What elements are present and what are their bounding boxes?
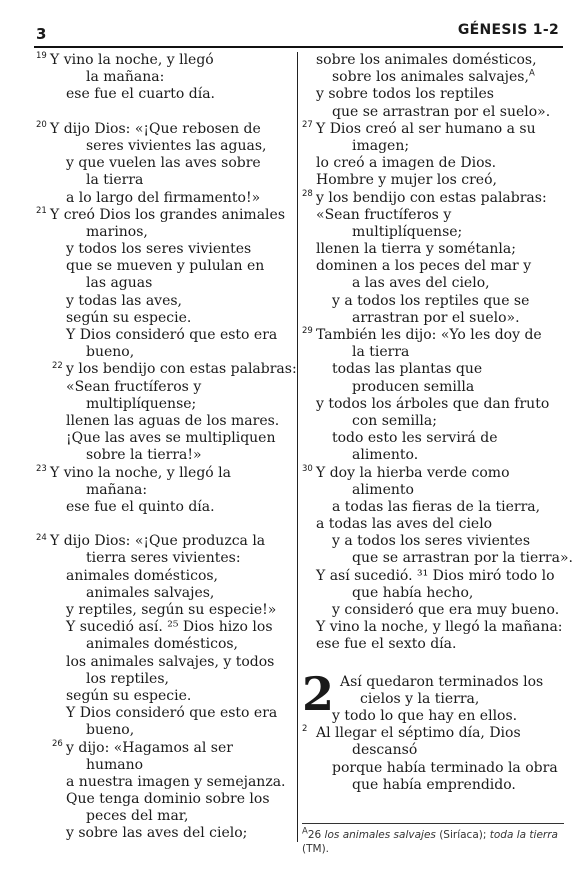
verse-line [36, 808, 298, 825]
verse-line [302, 516, 564, 533]
verse-line [36, 344, 298, 361]
verse-text: porque había terminado la obra [332, 759, 558, 776]
verse-line [302, 447, 564, 464]
verse-line: 28 y los bendijo con estas palabras: [302, 188, 547, 206]
verse-line [36, 568, 298, 585]
verse-line [302, 602, 564, 619]
verse-line [36, 482, 298, 499]
verse-line [302, 760, 564, 777]
verse-text: la tierra [86, 172, 144, 189]
verse-text: ese fue el cuarto día. [66, 86, 215, 103]
verse-line [302, 742, 564, 759]
verse-text: la mañana: [86, 69, 165, 86]
verse-text: producen semilla [352, 378, 475, 395]
verse-text: y consideró que era muy bueno. [332, 602, 560, 618]
verse-text: Y vino la noche, y llegó la [50, 464, 232, 481]
verse-line [36, 379, 298, 396]
verse-text: imagen; [352, 137, 410, 154]
verse-line [302, 293, 564, 310]
verse-text: descansó [352, 742, 418, 759]
verse-line: 20 Y dijo Dios: «¡Que rebosen de [36, 120, 261, 137]
verse-text: Y Dios creó al ser humano a su [316, 120, 536, 137]
verse-text: bueno, [86, 344, 135, 361]
verse-line [36, 654, 298, 671]
verse-line [36, 138, 298, 155]
verse-text: y todos los árboles que dan fruto [316, 395, 550, 412]
verse-line [302, 585, 564, 602]
verse-line [36, 413, 298, 430]
verse-text: ese fue el sexto día. [316, 636, 457, 653]
verse-line [36, 705, 298, 722]
verse-text: que se mueven y pululan en [66, 258, 265, 275]
verse-line [302, 224, 564, 241]
verse-line [36, 86, 298, 103]
verse-text: tierra seres vivientes: [86, 550, 241, 567]
verse-line [36, 636, 298, 653]
verse-text: según su especie. [66, 687, 192, 704]
verse-line: 21 Y creó Dios los grandes animales [36, 206, 286, 223]
header-rule [34, 46, 563, 48]
verse-text: Y doy la hierba verde como [316, 464, 510, 481]
verse-text: a todas las fieras de la tierra, [332, 498, 541, 515]
verse-text: y los bendijo con estas palabras: [66, 361, 297, 378]
verse-text: todo esto les servirá de [332, 430, 498, 447]
verse-line [302, 568, 564, 585]
verse-text: Y vino la noche, y llegó [50, 52, 214, 68]
page-header [0, 0, 577, 48]
verse-line [36, 585, 298, 602]
verse-line [302, 52, 564, 69]
verse-line [36, 275, 298, 292]
footnote-italic-1: los animales salvajes [324, 829, 436, 841]
verse-text: animales domésticos, [66, 567, 219, 584]
verse-text: lo creó a imagen de Dios. [316, 155, 497, 172]
verse-line [302, 69, 564, 86]
verse-line [302, 138, 564, 155]
verse-text: sobre los animales domésticos, [316, 52, 537, 68]
verse-line [36, 241, 298, 258]
verse-text: Que tenga dominio sobre los [66, 791, 270, 808]
verse-text: los reptiles, [86, 670, 169, 687]
verse-line [302, 619, 564, 636]
verse-text: Y sucedió así. ²⁵ Dios hizo los [66, 619, 273, 636]
verse-line: 24 Y dijo Dios: «¡Que produzca la [36, 532, 266, 550]
verse-text: Y así sucedió. ³¹ Dios miró todo lo [316, 567, 555, 584]
verse-text: Y vino la noche, y llegó la mañana: [316, 619, 563, 636]
verse-line [36, 602, 298, 619]
verse-line [302, 482, 564, 499]
verse-text: Y dijo Dios: «¡Que rebosen de [50, 120, 261, 137]
verse-text: multiplíquense; [86, 395, 197, 412]
verse-text: alimento. [352, 447, 419, 464]
verse-text: dominen a los peces del mar y [316, 258, 532, 275]
verse-text: llenen la tierra y sométanla; [316, 241, 516, 258]
verse-line [302, 674, 564, 691]
verse-line [302, 691, 564, 708]
verse-line [302, 344, 564, 361]
left-column [36, 52, 298, 843]
verse-text: todas las plantas que [332, 361, 483, 378]
verse-line [36, 155, 298, 172]
verse-text: Y Dios consideró que esto era [66, 705, 278, 722]
verse-text: según su especie. [66, 309, 192, 326]
verse-line [36, 774, 298, 791]
footnote-plain-1: (Siríaca); [435, 829, 490, 841]
verse-line [36, 619, 298, 636]
verse-line [36, 671, 298, 688]
verse-text: cielos y la tierra, [360, 690, 480, 707]
verse-line [302, 708, 564, 725]
verse-line [36, 190, 298, 207]
verse-line [302, 396, 564, 413]
verse-line [302, 550, 573, 567]
verse-line: 30 Y doy la hierba verde como [302, 463, 510, 481]
verse-text: y todo lo que hay en ellos. [332, 707, 518, 724]
verse-line [36, 310, 298, 327]
verse-text: sobre los animales salvajes, [332, 69, 529, 86]
verse-line: 29 También les dijo: «Yo les doy de [302, 326, 542, 343]
chapter-spacer [302, 654, 564, 674]
verse-text: y a todos los seres vivientes [332, 533, 531, 550]
verse-text: También les dijo: «Yo les doy de [316, 327, 542, 343]
verse-line [302, 379, 564, 396]
verse-text: bueno, [86, 722, 135, 739]
verse-text: y sobre las aves del cielo; [66, 825, 248, 842]
verse-text: alimento [352, 481, 414, 498]
verse-text: y los bendijo con estas palabras: [316, 189, 547, 206]
verse-line [36, 258, 298, 275]
verse-line [302, 258, 564, 275]
verse-line [302, 499, 564, 516]
verse-line [302, 636, 564, 653]
verse-text: a lo largo del firmamento!» [66, 189, 261, 206]
verse-text: multiplíquense; [352, 223, 463, 240]
verse-line: 2 Al llegar el séptimo día, Dios [302, 724, 521, 742]
verse-line [302, 207, 564, 224]
verse-text: «Sean fructíferos y [316, 206, 452, 223]
verse-line: 26 y dijo: «Hagamos al ser [52, 738, 233, 756]
verse-text: las aguas [86, 275, 153, 292]
verse-text: animales salvajes, [86, 584, 215, 601]
footnote-rule [302, 823, 564, 824]
verse-text: y dijo: «Hagamos al ser [66, 739, 233, 756]
stanza-gap [36, 104, 298, 121]
footnote-marker: A [302, 826, 308, 837]
verse-line [302, 310, 564, 327]
verse-text: arrastran por el suelo». [352, 309, 520, 326]
verse-line [36, 825, 298, 842]
verse-text: y sobre todos los reptiles [316, 86, 494, 103]
verse-text: seres vivientes las aguas, [86, 137, 267, 154]
verse-text: llenen las aguas de los mares. [66, 412, 280, 429]
right-column [302, 52, 573, 794]
verse-line [36, 430, 298, 447]
verse-text: peces del mar, [86, 808, 189, 825]
verse-text: los animales salvajes, y todos [66, 653, 275, 670]
verse-line [302, 275, 564, 292]
verse-line [302, 241, 564, 258]
verse-text: a todas las aves del cielo [316, 516, 493, 533]
verse-line [302, 172, 564, 189]
verse-line [302, 413, 564, 430]
verse-text: y todas las aves, [66, 292, 182, 309]
verse-text: Y Dios consideró que esto era [66, 327, 278, 343]
verse-line [302, 361, 564, 378]
verse-text: Al llegar el séptimo día, Dios [316, 725, 521, 742]
verse-line [302, 86, 564, 103]
verse-line [36, 722, 298, 739]
verse-line [302, 104, 564, 121]
footnote-ref: 26 [307, 829, 322, 841]
verse-line: 22 y los bendijo con estas palabras: [52, 360, 297, 378]
verse-text: sobre la tierra!» [86, 447, 202, 464]
verse-line [302, 777, 564, 794]
verse-line: 23 Y vino la noche, y llegó la [36, 463, 232, 481]
verse-text: que había hecho, [352, 584, 474, 601]
verse-line [36, 688, 298, 705]
verse-line [36, 224, 298, 241]
verse-text: a las aves del cielo, [352, 275, 490, 292]
verse-text: Hombre y mujer los creó, [316, 172, 497, 189]
verse-line [36, 396, 298, 413]
verse-text: ¡Que las aves se multipliquen [66, 430, 276, 447]
footnote [302, 828, 564, 856]
verse-line [36, 447, 298, 464]
verse-text: que se arrastran por el suelo». [332, 103, 551, 120]
verse-line [36, 757, 298, 774]
verse-line: 27 Y Dios creó al ser humano a su [302, 120, 536, 137]
verse-text: animales domésticos, [86, 636, 239, 653]
verse-line [36, 327, 298, 344]
verse-text: Y creó Dios los grandes animales [50, 206, 286, 223]
footnote-italic-2: toda la tierra [489, 829, 558, 841]
footnote-marker: A [528, 68, 535, 79]
verse-text: la tierra [352, 344, 410, 361]
chapter-number: 2 [302, 666, 335, 721]
verse-line [36, 550, 298, 567]
verse-line: 19 Y vino la noche, y llegó [36, 51, 214, 68]
verse-text: a nuestra imagen y semejanza. [66, 773, 286, 790]
verse-text: y reptiles, según su especie!» [66, 602, 277, 618]
verse-text: «Sean fructíferos y [66, 378, 202, 395]
footnote-plain-2: (TM). [302, 843, 330, 855]
verse-text: humano [86, 756, 144, 773]
verse-text: y a todos los reptiles que se [332, 292, 530, 309]
page-number: 3 [36, 25, 47, 43]
verse-line [302, 155, 564, 172]
verse-text: marinos, [86, 223, 148, 240]
verse-text: que se arrastran por la tierra». [352, 550, 573, 567]
verse-text: con semilla; [352, 412, 437, 429]
verse-text: ese fue el quinto día. [66, 498, 215, 515]
chapter-2-block [302, 666, 564, 794]
verse-line [36, 172, 298, 189]
verse-line [302, 533, 564, 550]
verse-line [302, 430, 564, 447]
stanza-gap [36, 516, 298, 533]
verse-text: Así quedaron terminados los [340, 673, 544, 690]
running-head: GÉNESIS 1-2 [457, 22, 559, 38]
verse-text: y todos los seres vivientes [66, 241, 252, 258]
column-divider [297, 52, 298, 842]
verse-line [36, 791, 298, 808]
verse-text: Y dijo Dios: «¡Que produzca la [50, 533, 266, 550]
verse-line [36, 499, 298, 516]
verse-line [36, 69, 298, 86]
verse-text: y que vuelen las aves sobre [66, 155, 261, 172]
verse-text: mañana: [86, 481, 148, 498]
verse-text: que había emprendido. [352, 776, 516, 793]
verse-line [36, 293, 298, 310]
